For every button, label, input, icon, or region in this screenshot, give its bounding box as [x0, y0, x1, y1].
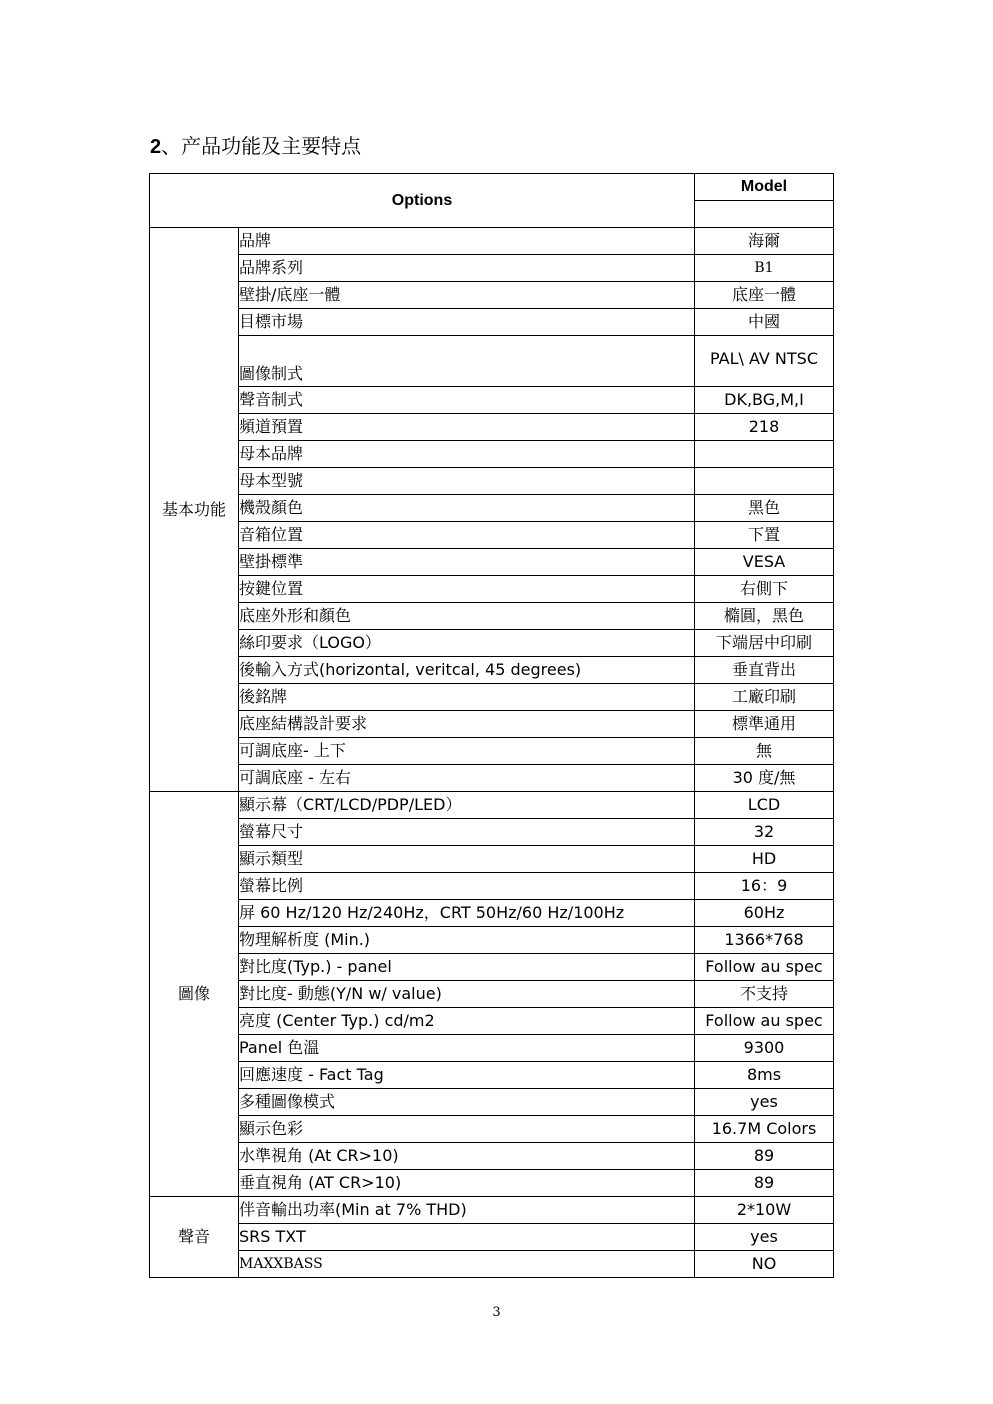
option-item-cell: Panel 色溫 [239, 1035, 695, 1062]
option-item-cell: 頻道預置 [239, 414, 695, 441]
option-item-cell: 聲音制式 [239, 387, 695, 414]
model-value [695, 201, 834, 228]
table-row [150, 657, 834, 684]
table-row [150, 684, 834, 711]
page-number: 3 [492, 1305, 501, 1320]
model-value-cell: 218 [695, 414, 834, 441]
model-value-cell: 海爾 [695, 228, 834, 255]
table-row [150, 603, 834, 630]
table-row [150, 1116, 834, 1143]
table-row [150, 981, 834, 1008]
model-value-cell [695, 468, 834, 495]
table-row [150, 900, 834, 927]
option-item-cell: 多種圖像模式 [239, 1089, 695, 1116]
option-item-cell: 垂直視角 (AT CR>10) [239, 1170, 695, 1197]
model-value-cell: 2*10W [695, 1197, 834, 1224]
option-item-cell: 對比度(Typ.) - panel [239, 954, 695, 981]
model-value-cell: 60Hz [695, 900, 834, 927]
model-value-cell: 9300 [695, 1035, 834, 1062]
option-item-cell: 圖像制式 [239, 336, 695, 387]
table-row [150, 522, 834, 549]
model-value-cell: 下置 [695, 522, 834, 549]
table-row [150, 282, 834, 309]
option-item-cell: 回應速度 - Fact Tag [239, 1062, 695, 1089]
option-item-cell: 底座結構設計要求 [239, 711, 695, 738]
model-value-cell: 89 [695, 1170, 834, 1197]
table-row [150, 1251, 834, 1278]
table-row [150, 255, 834, 282]
model-value-cell [695, 441, 834, 468]
option-item-cell: 後銘牌 [239, 684, 695, 711]
option-item-cell: 絲印要求（LOGO） [239, 630, 695, 657]
model-value-cell: 垂直背出 [695, 657, 834, 684]
table-row [150, 336, 834, 387]
table-row [150, 927, 834, 954]
model-value-cell: LCD [695, 792, 834, 819]
option-item-cell: SRS TXT [239, 1224, 695, 1251]
option-item-cell: 亮度 (Center Typ.) cd/m2 [239, 1008, 695, 1035]
option-item-cell: 物理解析度 (Min.) [239, 927, 695, 954]
header-row [150, 174, 834, 201]
model-value-cell: 16：9 [695, 873, 834, 900]
model-value-cell: yes [695, 1224, 834, 1251]
category-cell: 聲音 [150, 1197, 239, 1278]
option-item-cell: 顯示色彩 [239, 1116, 695, 1143]
category-cell: 圖像 [150, 792, 239, 1197]
model-value-cell: B1 [695, 255, 834, 282]
option-item-cell: 目標市場 [239, 309, 695, 336]
model-value-cell: 不支持 [695, 981, 834, 1008]
option-item-cell: 品牌 [239, 228, 695, 255]
model-value-cell: 黑色 [695, 495, 834, 522]
model-value-cell: NO [695, 1251, 834, 1278]
model-value-cell: 32 [695, 819, 834, 846]
model-value-cell: 橢圓，黑色 [695, 603, 834, 630]
option-item-cell: 機殼顏色 [239, 495, 695, 522]
model-value-cell: 1366*768 [695, 927, 834, 954]
table-row [150, 711, 834, 738]
option-item-cell: 螢幕比例 [239, 873, 695, 900]
option-item-cell: 螢幕尺寸 [239, 819, 695, 846]
table-row [150, 1035, 834, 1062]
table-row [150, 468, 834, 495]
option-item-cell: 對比度- 動態(Y/N w/ value) [239, 981, 695, 1008]
table-row [150, 1197, 834, 1224]
options-header: Options [150, 174, 695, 228]
option-item-cell: 母本型號 [239, 468, 695, 495]
table-row [150, 846, 834, 873]
model-value-cell: 無 [695, 738, 834, 765]
model-value-cell: 下端居中印刷 [695, 630, 834, 657]
model-value-cell: 30 度/無 [695, 765, 834, 792]
table-row [150, 1089, 834, 1116]
option-item-cell: 可調底座 - 左右 [239, 765, 695, 792]
model-header: Model [695, 174, 834, 201]
table-row [150, 738, 834, 765]
option-item-cell: 顯示類型 [239, 846, 695, 873]
model-value-cell: VESA [695, 549, 834, 576]
option-item-cell: 水準視角 (At CR>10) [239, 1143, 695, 1170]
model-value-cell: 標準通用 [695, 711, 834, 738]
spec-table-body [150, 174, 834, 1278]
option-item-cell: 伴音輸出功率(Min at 7% THD) [239, 1197, 695, 1224]
table-row [150, 228, 834, 255]
table-row [150, 309, 834, 336]
spec-table [149, 173, 834, 1278]
option-item-cell: 按鍵位置 [239, 576, 695, 603]
category-cell: 基本功能 [150, 228, 239, 792]
model-value-cell: 89 [695, 1143, 834, 1170]
table-row [150, 1143, 834, 1170]
section-heading [150, 133, 361, 160]
table-row [150, 1062, 834, 1089]
table-row [150, 630, 834, 657]
option-item-cell: 壁掛/底座一體 [239, 282, 695, 309]
model-value-cell: 工廠印刷 [695, 684, 834, 711]
model-value-cell: PAL\ AV NTSC [695, 336, 834, 387]
table-row [150, 414, 834, 441]
option-item-cell: 顯示幕（CRT/LCD/PDP/LED） [239, 792, 695, 819]
option-item-cell: 可調底座- 上下 [239, 738, 695, 765]
table-row [150, 873, 834, 900]
table-row [150, 1008, 834, 1035]
option-item-cell: MAXXBASS [239, 1251, 695, 1278]
table-row [150, 792, 834, 819]
table-row [150, 495, 834, 522]
option-item-cell: 後輸入方式(horizontal, veritcal, 45 degrees) [239, 657, 695, 684]
option-item-cell: 品牌系列 [239, 255, 695, 282]
table-row [150, 1170, 834, 1197]
model-value-cell: Follow au spec [695, 954, 834, 981]
table-row [150, 1224, 834, 1251]
table-row [150, 441, 834, 468]
model-value-cell: 中國 [695, 309, 834, 336]
model-value-cell: yes [695, 1089, 834, 1116]
model-value-cell: DK,BG,M,I [695, 387, 834, 414]
option-item-cell: 屏 60 Hz/120 Hz/240Hz，CRT 50Hz/60 Hz/100Hz [239, 900, 695, 927]
option-item-cell: 母本品牌 [239, 441, 695, 468]
option-item-cell: 音箱位置 [239, 522, 695, 549]
model-value-cell: HD [695, 846, 834, 873]
section-number: 2 [150, 136, 162, 158]
section-title: 、产品功能及主要特点 [161, 134, 362, 158]
option-item-cell: 底座外形和顏色 [239, 603, 695, 630]
table-row [150, 387, 834, 414]
table-row [150, 549, 834, 576]
table-row [150, 819, 834, 846]
model-value-cell: 16.7M Colors [695, 1116, 834, 1143]
table-row [150, 954, 834, 981]
option-item-cell: 壁掛標準 [239, 549, 695, 576]
model-value-cell: 底座一體 [695, 282, 834, 309]
table-row [150, 576, 834, 603]
model-value-cell: 8ms [695, 1062, 834, 1089]
model-value-cell: 右側下 [695, 576, 834, 603]
model-value-cell: Follow au spec [695, 1008, 834, 1035]
table-row [150, 765, 834, 792]
